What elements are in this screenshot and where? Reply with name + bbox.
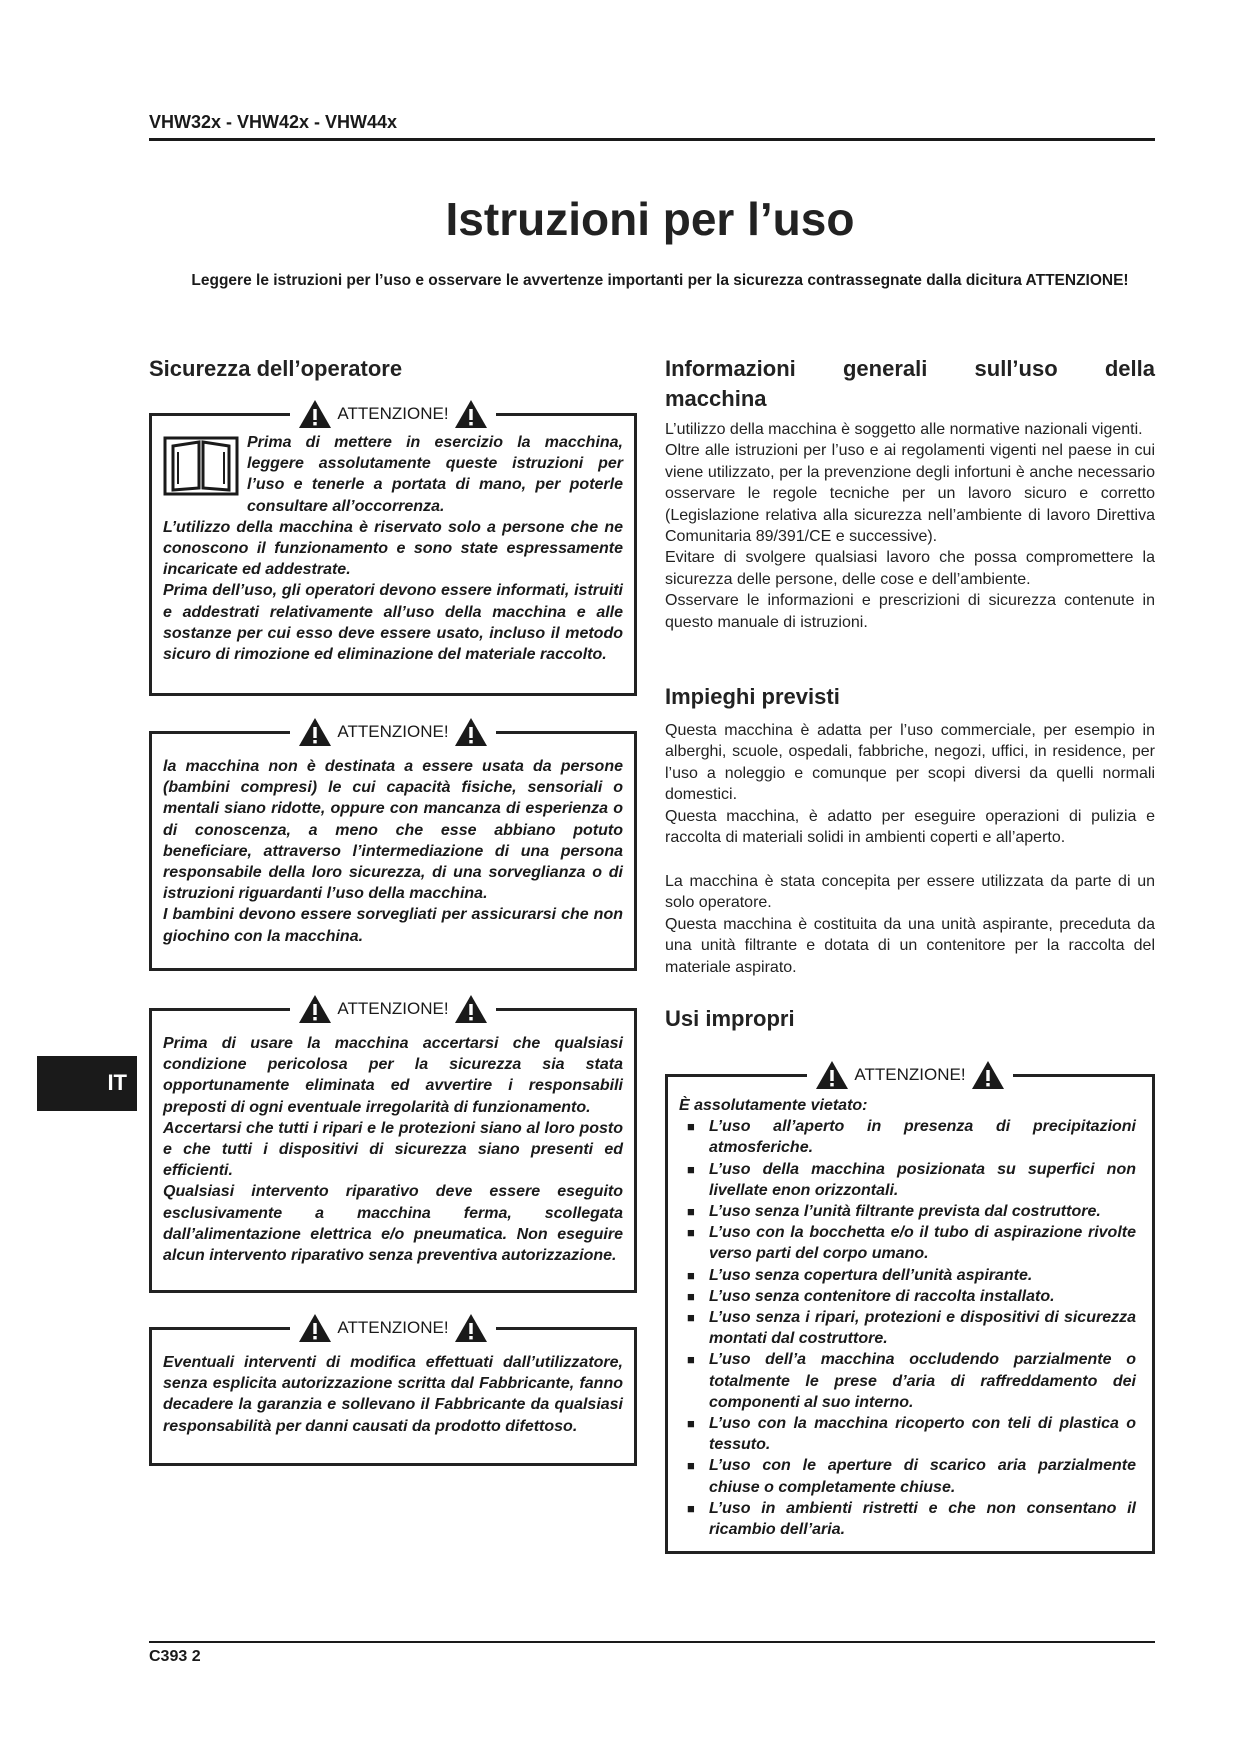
warning-triangle-icon — [298, 1313, 332, 1343]
warning-text: Qualsiasi intervento riparativo deve essere eseguito esclusivamente a macchina ferma, scollegata dall’alimentazione elettrica e/o pneumatica. Non eseguire alcun intervento riparativo senza preventiva autorizzazione. — [163, 1183, 623, 1265]
intended-use-text-2 — [665, 871, 1155, 978]
general-info-text — [665, 419, 1155, 633]
warning-label: ATTENZIONE! — [337, 1318, 449, 1337]
page-number: C393 2 — [149, 1648, 201, 1665]
warning-text: Eventuali interventi di modifica effettuati dall’utilizzatore, senza esplicita autorizzazione scritta dal Fabbricante, fanno decadere la garanzia e sollevano il Fabbricante da qualsiasi responsabilità per danni causati da prodotto difettoso. — [163, 1354, 623, 1435]
warning-box-3 — [149, 999, 637, 1293]
paragraph: Oltre alle istruzioni per l’uso e ai regolamenti vigenti nel paese in cui viene utilizzato, per la prevenzione degli infortuni è anche necessario osservare le regole tecniche per un lavoro sicuro e corretto (Legislazione relativa alla sicurezza nell’ambiente di lavoro Direttiva Comunitaria 89/391/CE e successive). — [665, 442, 1155, 546]
paragraph: La macchina è stata concepita per essere utilizzata da parte di un solo operatore. — [665, 873, 1155, 912]
list-item: ■ L’uso in ambienti ristretti e che non consentano il ricambio dell’aria. — [679, 1498, 1136, 1540]
prohibited-intro: È assolutamente vietato: — [679, 1097, 868, 1114]
warning-text: L’utilizzo della macchina è riservato solo a persone che ne conoscono il funzionamento e sono state espressamente incaricate ed addestrate. — [163, 518, 623, 579]
warning-label: ATTENZIONE! — [337, 404, 449, 423]
warning-label: ATTENZIONE! — [337, 999, 449, 1018]
warning-triangle-icon — [454, 1313, 488, 1343]
intended-use-text — [665, 720, 1155, 848]
list-item: ■ L’uso senza copertura dell’unità aspirante. — [679, 1265, 1136, 1286]
paragraph: Osservare le informazioni e prescrizioni di sicurezza contenute in questo manuale di istruzioni. — [665, 592, 1155, 631]
heading-line-1: Informazioni generali sull’uso della — [665, 356, 1155, 381]
list-item: ■ L’uso all’aperto in presenza di precipitazioni atmosferiche. — [679, 1116, 1136, 1158]
list-item: ■ L’uso con la bocchetta e/o il tubo di aspirazione rivolte verso parti del corpo umano. — [679, 1222, 1136, 1264]
warning-box-4 — [149, 1318, 637, 1466]
warning-box-2 — [149, 722, 637, 971]
warning-text: Accertarsi che tutti i ripari e le protezioni siano al loro posto e che tutti i dispositivi di sicurezza siano presenti ed efficienti. — [163, 1119, 623, 1180]
paragraph: L’utilizzo della macchina è soggetto alle normative nazionali vigenti. — [665, 421, 1143, 438]
heading-line-2: macchina — [665, 386, 767, 411]
paragraph: Questa macchina, è adatto per eseguire operazioni di pulizia e raccolta di materiali solidi in ambienti coperti e all’aperto. — [665, 807, 1155, 847]
warning-text: Prima dell’uso, gli operatori devono essere informati, istruiti e addestrati relativamente all’uso della macchina e alle sostanze per cui esso deve essere usato, incluso il metodo sicuro di rimozione ed eliminazione del materiale raccolto. — [163, 582, 623, 664]
warning-triangle-icon — [454, 399, 488, 429]
warning-box-1 — [149, 404, 637, 696]
paragraph: Evitare di svolgere qualsiasi lavoro che possa compromettere la sicurezza delle persone, delle cose e dell’ambiente. — [665, 549, 1155, 588]
section-heading-intended-use: Impieghi previsti — [665, 684, 840, 709]
page-subtitle: Leggere le istruzioni per l’uso e osservare le avvertenze importanti per la sicurezza contrassegnate dalla dicitura ATTENZIONE! — [191, 272, 1129, 289]
paragraph: Questa macchina è costituita da una unità aspirante, preceduta da una unità filtrante e dotata di un contenitore per la raccolta del materiale aspirato. — [665, 915, 1155, 976]
warning-triangle-icon — [454, 717, 488, 747]
footer-rule — [149, 1641, 1155, 1643]
paragraph: Questa macchina è adatta per l’uso commerciale, per esempio in alberghi, scuole, ospedali, fabbriche, negozi, uffici, in residence, per l’uso a noleggio e comunque per scopi diversi da quelli normali domestici. — [665, 722, 1155, 804]
list-item: ■ L’uso senza contenitore di raccolta installato. — [679, 1286, 1136, 1307]
header-rule — [149, 138, 1155, 141]
warning-triangle-icon — [298, 399, 332, 429]
list-item: ■ L’uso della macchina posizionata su superfici non livellate enon orizzontali. — [679, 1159, 1136, 1201]
section-heading-improper-use: Usi impropri — [665, 1006, 795, 1031]
warning-text: la macchina non è destinata a essere usata da persone (bambini compresi) le cui capacità fisiche, sensoriali o mentali siano ridotte, oppure con mancanza di esperienza o di conoscenza, a meno che esse abbiano potuto beneficiare, attraverso l’intermediazione di una persona responsabile della loro sicurezza, di una sorveglianza o di istruzioni riguardanti l’uso della macchina. — [163, 758, 623, 903]
warning-text: I bambini devono essere sorvegliati per assicurarsi che non giochino con la macchina. — [163, 906, 623, 945]
warning-label: ATTENZIONE! — [854, 1065, 966, 1084]
language-tab-label: IT — [107, 1070, 127, 1095]
warning-triangle-icon — [971, 1060, 1005, 1090]
list-item: ■ L’uso dell’a macchina occludendo parzialmente o totalmente le prese d’aria di raffreddamento dei componenti al suo interno. — [679, 1349, 1136, 1413]
warning-text: Prima di mettere in esercizio la macchina, leggere assolutamente queste istruzioni per l’uso e tenerle a portata di mano, per poterle consultare all’occorrenza. — [247, 434, 623, 515]
warning-triangle-icon — [454, 994, 488, 1024]
warning-triangle-icon — [815, 1060, 849, 1090]
warning-box-improper-use — [665, 1065, 1155, 1554]
warning-text: Prima di usare la macchina accertarsi che qualsiasi condizione pericolosa per la sicurezza sia stata opportunamente eliminata ed avvertire i responsabili preposti di ogni eventuale irregolarità di funzionamento. — [163, 1035, 623, 1116]
prohibited-list — [679, 1116, 1136, 1540]
warning-triangle-icon — [298, 994, 332, 1024]
manual-book-icon — [163, 434, 239, 496]
section-heading-general-info — [665, 354, 1155, 414]
warning-triangle-icon — [298, 717, 332, 747]
model-header: VHW32x - VHW42x - VHW44x — [149, 112, 398, 132]
list-item: ■ L’uso senza i ripari, protezioni e dispositivi di sicurezza montati dal costruttore. — [679, 1307, 1136, 1349]
language-tab — [37, 1056, 137, 1111]
list-item: ■ L’uso senza l’unità filtrante prevista dal costruttore. — [679, 1201, 1136, 1222]
page-title: Istruzioni per l’uso — [445, 193, 855, 245]
warning-label: ATTENZIONE! — [337, 722, 449, 741]
list-item: ■ L’uso con le aperture di scarico aria parzialmente chiuse o completamente chiuse. — [679, 1455, 1136, 1497]
section-heading-operator-safety: Sicurezza dell’operatore — [149, 356, 403, 381]
list-item: ■ L’uso con la macchina ricoperto con teli di plastica o tessuto. — [679, 1413, 1136, 1455]
